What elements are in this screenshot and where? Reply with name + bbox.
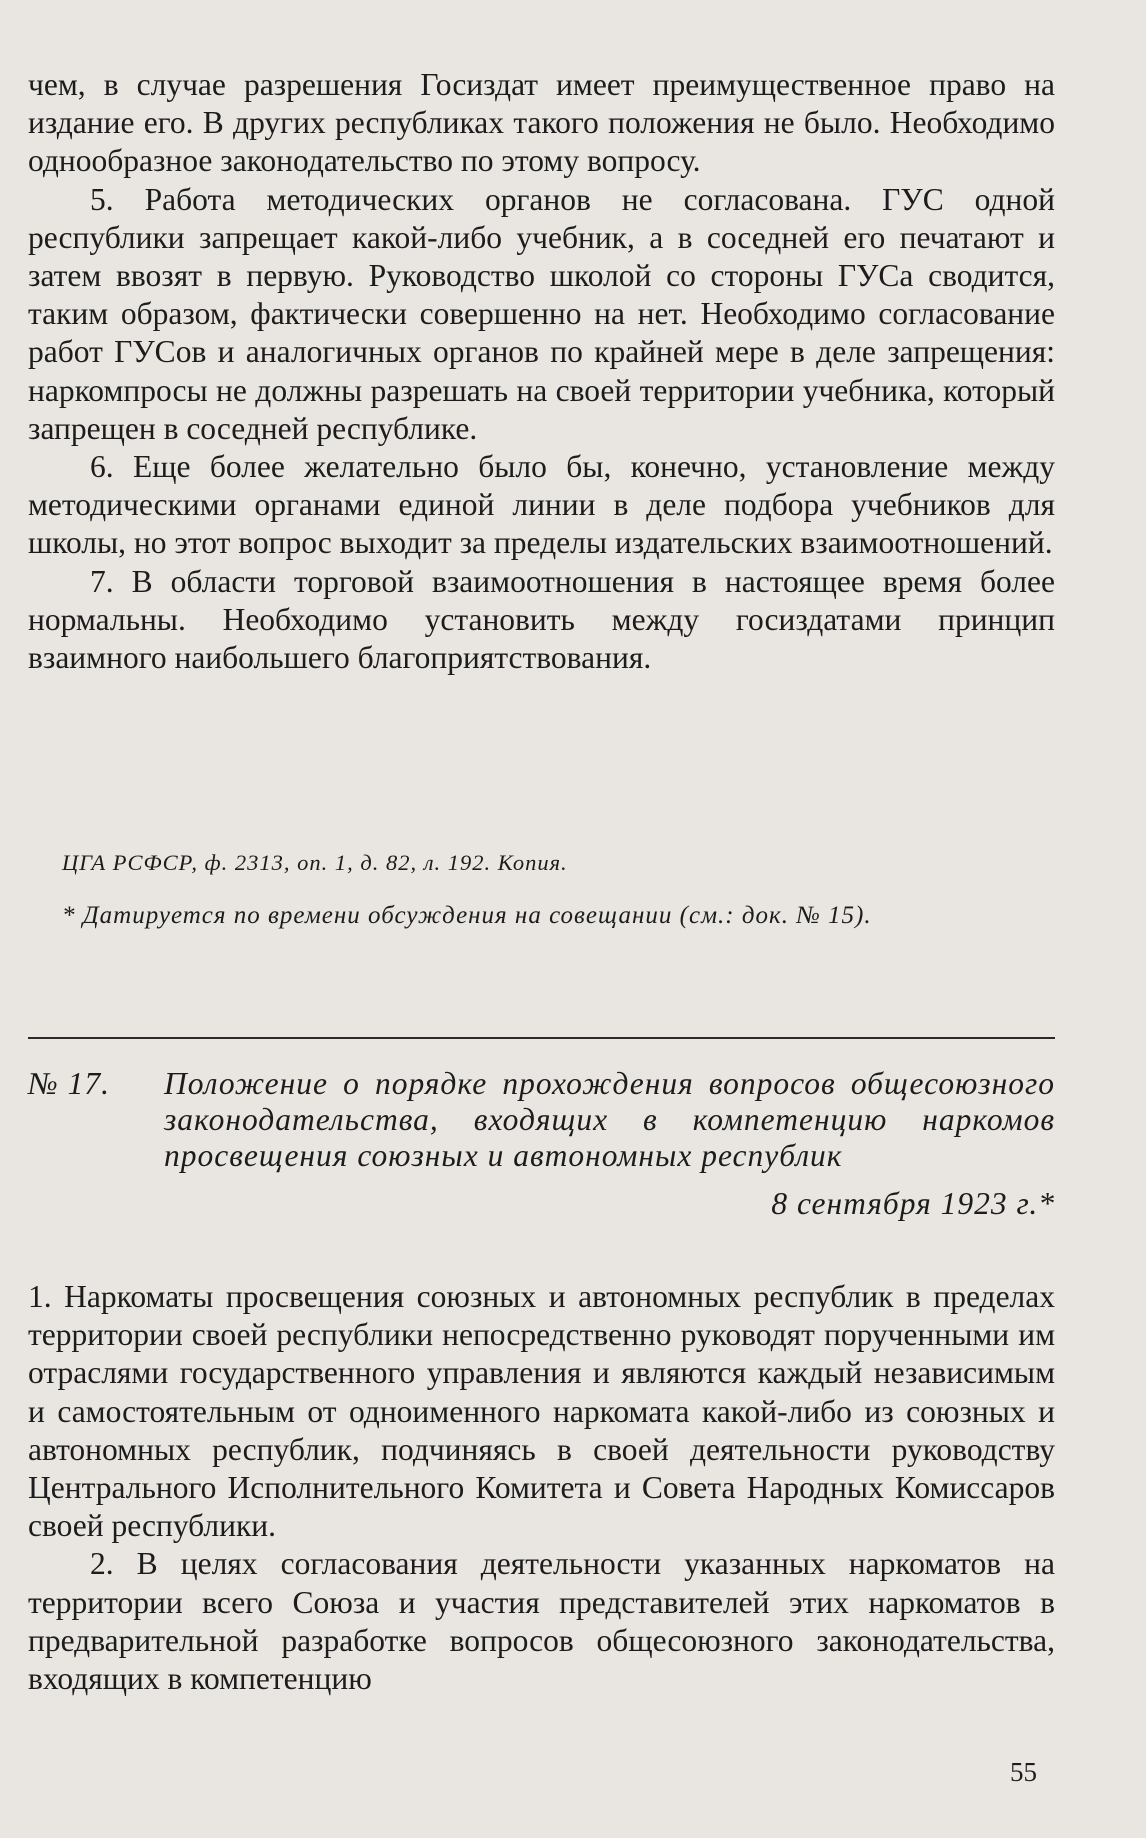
paragraph-continuation: чем, в случае разрешения Госиздат имеет преимущественное право на издание его. В других республиках такого положения не было. Необходимо однообразное законодательство по этому вопросу.: [28, 67, 1055, 179]
document-number: № 17.: [28, 1066, 110, 1101]
document-title: Положение о порядке прохождения вопросов общесоюзного законодательства, входящих в компетенцию наркомов просвещения союзных и автономных республик: [164, 1066, 1055, 1173]
document-title-line: [28, 1066, 1055, 1174]
date-footnote: * Датируется по времени обсуждения на совещании (см.: док. № 15).: [62, 902, 872, 929]
page-number: 55: [1010, 1757, 1037, 1787]
paragraph-point-1: 1. Наркоматы просвещения союзных и автономных республик в пределах территории своей республики непосредственно руководят порученными им отраслями государственного управления и являются каждый независимым и самостоятельным от одноименного наркомата какой-либо из союзных и автономных республик, подчиняясь в своей деятельности руководству Центрального Исполнительного Комитета и Совета Народных Комиссаров своей республики.: [28, 1279, 1055, 1544]
paragraph-point-2: 2. В целях согласования деятельности указанных наркоматов на территории всего Союза и участия представителей этих наркоматов в предварительной разработке вопросов общесоюзного законодательства, входящих в компетенцию: [28, 1546, 1055, 1697]
paragraph-item-7: 7. В области торговой взаимоотношения в настоящее время более нормальны. Необходимо установить между госиздатами принцип взаимного наибольшего благоприятствования.: [28, 563, 1055, 676]
document-header: [28, 1066, 1055, 1222]
body-text-bottom: [28, 1278, 1055, 1698]
archive-source-note: ЦГА РСФСР, ф. 2313, оп. 1, д. 82, л. 192. Копия.: [62, 850, 568, 875]
section-divider: [28, 1037, 1055, 1039]
paragraph-item-5: 5. Работа методических органов не согласована. ГУС одной республики запрещает какой-либо учебник, а в соседней его печатают и затем ввозят в первую. Руководство школой со стороны ГУСа сводится, таким образом, фактически совершенно на нет. Необходимо согласование работ ГУСов и аналогичных органов по крайней мере в деле запрещения: наркомпросы не должны разрешать на своей территории учебника, который запрещен в соседней республике.: [28, 181, 1055, 446]
paragraph-item-6: 6. Еще более желательно было бы, конечно, установление между методическими органами единой линии в деле подбора учебников для школы, но этот вопрос выходит за пределы издательских взаимоотношений.: [28, 449, 1055, 561]
document-date: 8 сентября 1923 г.*: [771, 1186, 1055, 1221]
body-text-top: [28, 66, 1055, 677]
